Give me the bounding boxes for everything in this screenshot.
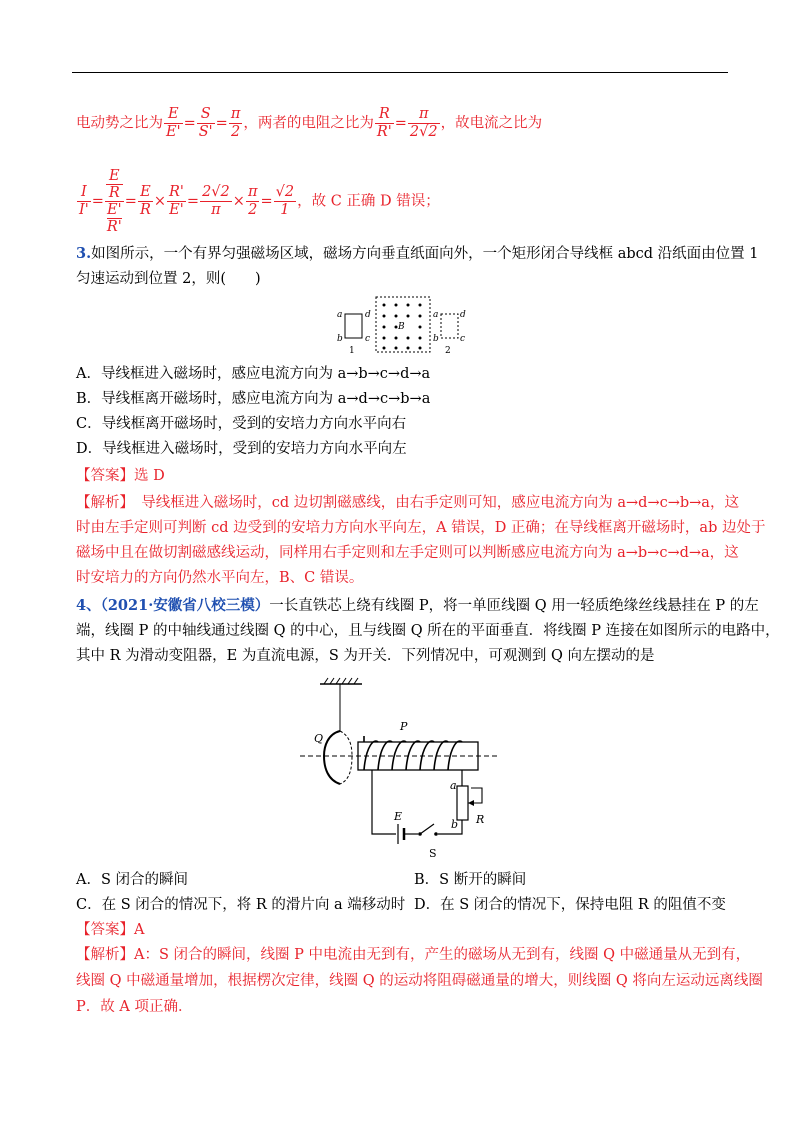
q3-stem-line-2: 匀速运动到位置 2，则( ): [76, 271, 261, 287]
switch-contact-right: [434, 832, 438, 836]
q3-explanation-line-2: 时由左手定则可判断 cd 边受到的安培力方向水平向左，A 错误，D 正确；在导线框离开磁场时，ab 边处于: [76, 520, 766, 536]
wire-bottom-right: [438, 820, 462, 834]
q3-fig-position-1: 1: [349, 346, 355, 356]
header-rule: [72, 72, 728, 73]
q3-fig-position-2: 2: [445, 346, 451, 356]
q3-fig-label-B: B: [398, 322, 405, 332]
q3-fig-label-c2: c: [460, 334, 466, 344]
q4-stem-line-2: 端，线圈 P 的中轴线通过线圈 Q 的中心，且与线圈 Q 所在的平面垂直．将线圈 P 连接在如图所示的电路中，: [76, 623, 780, 639]
q4-option-b: B．S 断开的瞬间: [414, 872, 527, 888]
text-conclusion: ，故 C 正确 D 错误；: [297, 193, 440, 210]
label-b: b: [451, 818, 459, 831]
q3-fig-label-a: a: [337, 310, 343, 320]
q4-circuit-figure: [300, 676, 500, 862]
label-e: E: [394, 810, 403, 823]
label-r: R: [476, 813, 485, 826]
q4-option-d: D．在 S 闭合的情况下，保持电阻 R 的阻值不变: [414, 897, 726, 913]
label-p: P: [400, 720, 408, 733]
q3-option-c: C．导线框离开磁场时，受到的安培力方向水平向右: [76, 416, 407, 432]
wire-left: [372, 770, 396, 834]
text-current-ratio: ，故电流之比为: [440, 115, 543, 132]
q3-fig-label-b: b: [337, 334, 343, 344]
frame-position-1: [345, 314, 362, 338]
coil-p: [364, 736, 462, 770]
frame-position-2: [441, 314, 458, 338]
q3-fig-label-b2: b: [433, 334, 439, 344]
q4-explanation-line-2: 线圈 Q 中磁通量增加，根据楞次定律，线圈 Q 的运动将阻碍磁通量的增大，则线圈 Q 将向左运动远离线圈: [76, 973, 763, 989]
q3-option-a: A．导线框进入磁场时，感应电流方向为 a→b→c→d→a: [76, 366, 431, 382]
q4-option-a: A．S 闭合的瞬间: [76, 872, 189, 888]
q3-fig-label-d: d: [365, 310, 371, 320]
q4-explanation-line-1: 【解析】A：S 闭合的瞬间，线圈 P 中电流由无到有，产生的磁场从无到有，线圈 Q 中磁通量从无到有，: [76, 947, 751, 963]
q3-explanation-line-4: 时安培力的方向仍然水平向左，B、C 错误。: [76, 570, 364, 586]
label-q: Q: [314, 732, 324, 745]
nested-fraction: E R E' R': [106, 168, 122, 235]
coil-q: [324, 731, 340, 784]
q3-answer: 【答案】选 D: [76, 468, 165, 484]
q3-explanation-line-3: 磁场中且在做切割磁感线运动，同样用右手定则和左手定则可以判断感应电流方向为 a→b→c→d→a，这: [76, 545, 739, 561]
q4-option-c: C．在 S 闭合的情况下，将 R 的滑片向 a 端移动时: [76, 897, 406, 913]
q3-stem-line-1: 3.如图所示，一个有界匀强磁场区域，磁场方向垂直纸面向外，一个矩形闭合导线框 abcd 沿纸面由位置 1: [76, 245, 759, 262]
solution-line-1: 电动势之比为 $\frac{E}{E'}$ = $\frac{S}{S'}$ = $\frac{\pi}{2}$ ，两者的电阻之比为 $\frac{R}{R'}$ = $\frac{\pi}{2√2}$ ，故电流之比为: [76, 106, 543, 140]
coil-q-back: [340, 731, 352, 784]
text-emf-ratio: 电动势之比为: [76, 115, 163, 132]
q3-fig-label-a2: a: [433, 310, 439, 320]
q3-fig-label-d2: d: [460, 310, 466, 320]
q4-stem-line-1: 4、（2021·安徽省八校三模）一长直铁芯上绕有线圈 P，将一单匝线圈 Q 用一轻质绝缘丝线悬挂在 P 的左: [76, 597, 759, 614]
solution-line-2: $\frac{I}{I'}$ = E R E' R' = $\frac{E}{R}$ × $\frac{R'}{E'}$ = $\frac{2√2}{\pi}$ × $\frac{\pi}{2}$ = $\frac{√2}{1}$ ，故 C 正确 D 错误；: [79, 168, 440, 235]
q3-explanation-line-1: 【解析】 导线框进入磁场时，cd 边切割磁感线，由右手定则可知，感应电流方向为 a→d→c→b→a，这: [76, 495, 739, 511]
rheostat-r: [457, 786, 468, 820]
q3-figure: [334, 296, 468, 356]
q4-explanation-line-3: P．故 A 项正确．: [76, 999, 193, 1015]
q4-stem-line-3: 其中 R 为滑动变阻器，E 为直流电源，S 为开关．下列情况中，可观测到 Q 向左摆动的是: [76, 648, 655, 664]
q4-answer: 【答案】A: [76, 922, 145, 938]
label-a: a: [450, 779, 457, 792]
q3-option-d: D．导线框进入磁场时，受到的安培力方向水平向左: [76, 441, 407, 457]
slider-arrow: [468, 800, 474, 806]
label-s: S: [429, 847, 437, 860]
ceiling-hatch: [324, 678, 358, 684]
switch-s: [420, 824, 434, 834]
q3-option-b: B．导线框离开磁场时，感应电流方向为 a→d→c→b→a: [76, 391, 431, 407]
q3-fig-label-c: c: [365, 334, 371, 344]
text-resistance-ratio: ，两者的电阻之比为: [243, 115, 374, 132]
rheostat-slider: [468, 788, 482, 803]
